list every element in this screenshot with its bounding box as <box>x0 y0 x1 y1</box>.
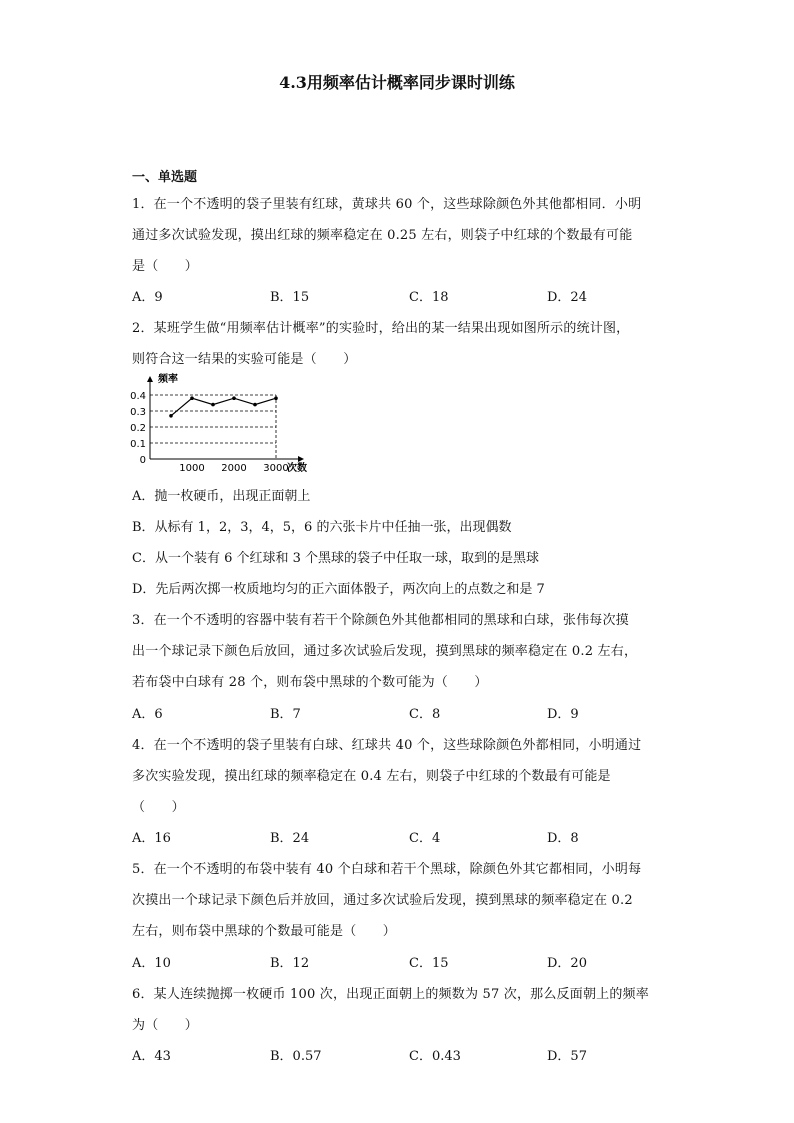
q2-option-b[interactable]: B．从标有 1，2，3，4，5，6 的六张卡片中任抽一张，出现偶数 <box>132 520 512 535</box>
q2-option-d[interactable]: D．先后两次掷一枚质地均匀的正六面体骰子，两次向上的点数之和是 7 <box>132 582 545 597</box>
q2-option-c[interactable]: C．从一个装有 6 个红球和 3 个黑球的袋子中任取一球，取到的是黑球 <box>132 551 540 566</box>
q3-line-1: 3．在一个不透明的容器中装有若干个除颜色外其他都相同的黑球和白球，张伟每次摸 <box>132 613 629 628</box>
q4-line-1: 4．在一个不透明的袋子里装有白球、红球共 40 个，这些球除颜色外都相同，小明通过 <box>132 738 642 753</box>
data-point <box>232 396 236 400</box>
q5-option-a[interactable]: A．10 <box>132 956 171 971</box>
data-point <box>211 403 215 407</box>
q1-option-b[interactable]: B．15 <box>270 290 310 305</box>
q3-line-2: 出一个球记录下颜色后放回，通过多次试验后发现，摸到黑球的频率稳定在 0.2 左右， <box>132 644 638 659</box>
x-axis-arrow <box>298 456 304 462</box>
y-tick-label: 0.1 <box>130 439 146 450</box>
q2-option-a[interactable]: A．抛一枚硬币，出现正面朝上 <box>132 489 311 504</box>
x-axis-label: 次数 <box>287 463 307 474</box>
q3-line-3: 若布袋中白球有 28 个，则布袋中黑球的个数可能为（ ） <box>132 675 488 690</box>
q6-line-1: 6．某人连续抛掷一枚硬币 100 次，出现正面朝上的频数为 57 次，那么反面朝上的频率 <box>132 987 649 1002</box>
q6-option-d[interactable]: D．57 <box>547 1049 587 1064</box>
q3-option-a[interactable]: A．6 <box>132 707 163 722</box>
q4-line-2: 多次实验发现，摸出红球的频率稳定在 0.4 左右，则袋子中红球的个数最有可能是 <box>132 769 611 784</box>
data-point <box>253 403 257 407</box>
section-heading: 一、单选题 <box>132 170 198 185</box>
y-axis-arrow <box>147 376 153 382</box>
page-title: 4.3用频率估计概率同步课时训练 <box>279 73 515 92</box>
q6-option-b[interactable]: B．0.57 <box>270 1049 322 1064</box>
q5-option-d[interactable]: D．20 <box>547 956 587 971</box>
q2-line-1: 2．某班学生做“用频率估计概率”的实验时，给出的某一结果出现如图所示的统计图， <box>132 321 630 336</box>
y-tick-label: 0 <box>139 455 146 466</box>
data-point <box>169 414 173 418</box>
q1-option-d[interactable]: D．24 <box>547 290 587 305</box>
q5-option-b[interactable]: B．12 <box>270 956 310 971</box>
q3-option-c[interactable]: C．8 <box>409 707 441 722</box>
x-tick-label: 2000 <box>221 463 247 474</box>
q4-option-c[interactable]: C．4 <box>409 831 441 846</box>
q5-option-c[interactable]: C．15 <box>409 956 449 971</box>
q6-option-a[interactable]: A．43 <box>132 1049 171 1064</box>
y-tick-label: 0.3 <box>130 407 146 418</box>
q5-line-3: 左右，则布袋中黑球的个数最可能是（ ） <box>132 924 397 939</box>
q6-option-c[interactable]: C．0.43 <box>409 1049 461 1064</box>
q6-line-2: 为（ ） <box>132 1018 199 1033</box>
q1-option-c[interactable]: C．18 <box>409 290 449 305</box>
y-axis-label: 频率 <box>158 374 178 385</box>
q4-line-3: （ ） <box>132 800 185 815</box>
q3-option-d[interactable]: D．9 <box>547 707 579 722</box>
series-line <box>171 398 276 416</box>
q2-line-2: 则符合这一结果的实验可能是（ ） <box>132 352 357 367</box>
q4-option-a[interactable]: A．16 <box>132 831 171 846</box>
frequency-chart <box>128 370 318 474</box>
q1-line-2: 通过多次试验发现，摸出红球的频率稳定在 0.25 左右，则袋子中红球的个数最有可能 <box>132 228 633 243</box>
q1-option-a[interactable]: A．9 <box>132 290 163 305</box>
y-tick-label: 0.4 <box>130 391 146 402</box>
x-tick-label: 3000 <box>263 463 289 474</box>
q4-option-d[interactable]: D．8 <box>547 831 579 846</box>
q3-option-b[interactable]: B．7 <box>270 707 301 722</box>
y-tick-label: 0.2 <box>130 423 146 434</box>
q5-line-2: 次摸出一个球记录下颜色后并放回，通过多次试验后发现，摸到黑球的频率稳定在 0.2 <box>132 893 633 908</box>
data-point <box>274 396 278 400</box>
q4-option-b[interactable]: B．24 <box>270 831 310 846</box>
q5-line-1: 5．在一个不透明的布袋中装有 40 个白球和若干个黑球，除颜色外其它都相同，小明每 <box>132 862 642 877</box>
x-tick-label: 1000 <box>179 463 205 474</box>
q1-line-3: 是（ ） <box>132 259 199 274</box>
q1-line-1: 1．在一个不透明的袋子里装有红球，黄球共 60 个，这些球除颜色外其他都相同．小明 <box>132 197 642 212</box>
data-point <box>190 396 194 400</box>
